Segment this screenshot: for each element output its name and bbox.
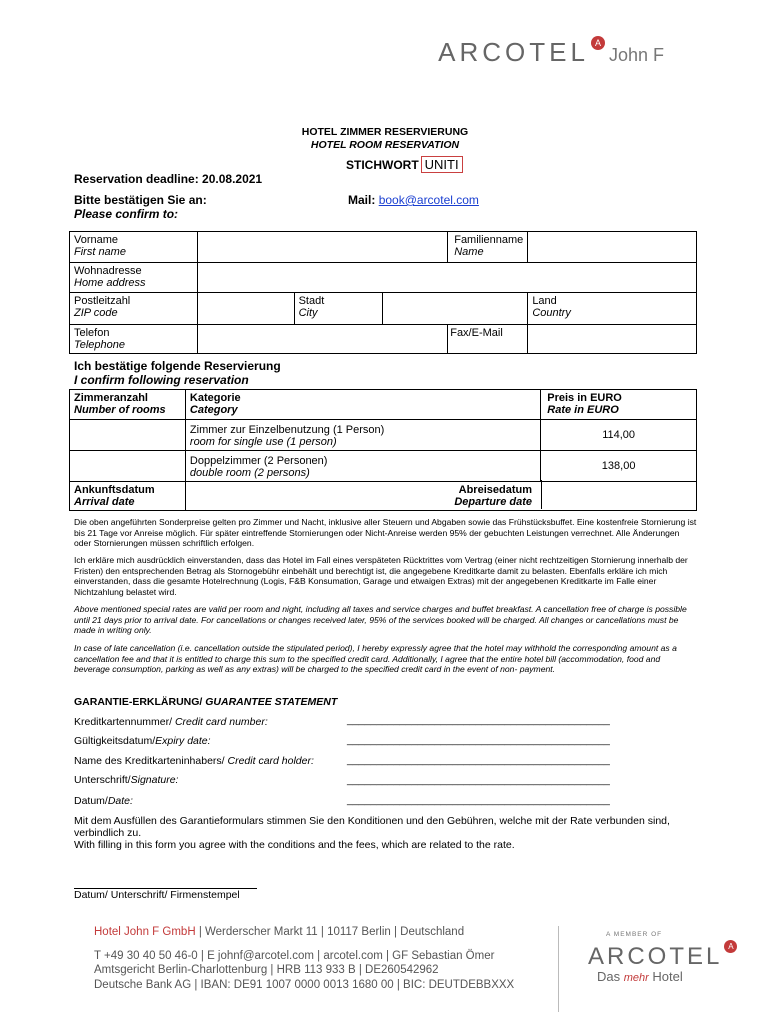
phone-label: Telefon Telephone	[70, 325, 198, 354]
hotel-logo	[438, 36, 664, 68]
footer-company: Hotel John F GmbH	[94, 926, 196, 938]
reservation-title-de: Ich bestätige folgende Reservierung	[74, 359, 281, 373]
phone-field[interactable]	[197, 325, 447, 354]
city-label: Stadt City	[294, 293, 383, 325]
departure-label-en: Departure date	[454, 496, 532, 508]
zip-label: Postleitzahl ZIP code	[70, 293, 198, 325]
firstname-label: Vorname First name	[70, 232, 198, 263]
address-label: Wohnadresse Home address	[70, 263, 198, 293]
rooms-single-field[interactable]	[70, 420, 186, 451]
closing-de: Mit dem Ausfüllen des Garantieformulars stimmen Sie den Konditionen und den Gebühren, welche mit der Rate verbunden sind, verbindlich zu.	[74, 815, 670, 839]
arcotel-footer-logo	[588, 940, 737, 971]
footer-brand: ARCOTEL	[588, 943, 723, 970]
footer-address: Hotel John F GmbH | Werderscher Markt 11 | 10117 Berlin | Deutschland	[94, 926, 465, 938]
keyword	[346, 156, 463, 173]
confirm-to-de: Bitte bestätigen Sie an:	[74, 193, 207, 207]
lastname-field[interactable]	[528, 232, 697, 263]
logo-brand: ARCOTEL	[438, 37, 589, 67]
category-double: Doppelzimmer (2 Personen) double room (2 persons)	[185, 451, 540, 482]
price-header: Preis in EURO Rate in EURO	[541, 390, 697, 420]
footer-logo-mark-icon: A	[724, 940, 737, 953]
form-title-en: HOTEL ROOM RESERVATION	[310, 139, 460, 151]
mail-line	[348, 193, 479, 207]
reservation-title-en: I confirm following reservation	[74, 373, 249, 387]
address-field[interactable]	[197, 263, 696, 293]
footer-register: Amtsgericht Berlin-Charlottenburg | HRB 113 933 B | DE260542962	[94, 964, 439, 976]
firstname-field[interactable]	[197, 232, 447, 263]
footer-contact: T +49 30 40 50 46-0 | E johnf@arcotel.com | arcotel.com | GF Sebastian Ömer	[94, 950, 495, 962]
mail-link[interactable]: book@arcotel.com	[378, 193, 479, 207]
keyword-value: UNITI	[421, 156, 463, 173]
signature-stamp-label: Datum/ Unterschrift/ Firmenstempel	[74, 889, 240, 901]
holder-label: Name des Kreditkarteninhabers/ Credit card holder:	[74, 755, 314, 767]
rooms-double-field[interactable]	[70, 451, 186, 482]
category-header: Kategorie Category	[185, 390, 540, 420]
footer-slogan: Das mehr Hotel	[597, 969, 683, 984]
cc-number-field[interactable]: _____________________________________________	[347, 714, 610, 726]
expiry-field[interactable]: _____________________________________________	[347, 734, 610, 746]
reservation-deadline: Reservation deadline: 20.08.2021	[74, 172, 263, 186]
guest-table	[69, 231, 697, 354]
rooms-header: Zimmeranzahl Number of rooms	[70, 390, 186, 420]
terms-en-1: Above mentioned special rates are valid per room and night, including all taxes and service charges and buffet breakfast. A cancellation free of charge is possible until 21 days prior to arrival date. For cancellations or changes received later, 95% of the services booked will be charged. All changes or cancellations must be made in writing only.	[74, 604, 687, 635]
arrival-label: Ankunftsdatum Arrival date	[70, 482, 186, 511]
footer-bank: Deutsche Bank AG | IBAN: DE91 1007 0000 0013 1680 00 | BIC: DEUTDEBBXXX	[94, 979, 515, 991]
guarantee-title: GARANTIE-ERKLÄRUNG/ GUARANTEE STATEMENT	[74, 696, 338, 708]
city-field[interactable]	[383, 293, 528, 325]
date-label: Datum/Date:	[74, 795, 133, 807]
price-single: 114,00	[541, 420, 697, 451]
departure-field[interactable]	[541, 480, 697, 509]
confirm-to-en: Please confirm to:	[74, 207, 179, 221]
terms-de-2: Ich erkläre mich ausdrücklich einverstanden, dass das Hotel im Fall eines verspäteten Rücktrittes vom Vertrag (einer nicht rechtzeitigen Stornierung innerhalb der Fristen) den entsprechenden Betrag als Stornogebühr einbehält und berechtigt ist, die angegebene Kreditkarte damit zu belasten. Ebenfalls erkläre ich mich einverstanden, dass die gesamte Hotelrechnung (Logis, F&B Konsumation, Garage und etwaigen Extras) mit der angegebenen Kreditkarte im Falle einer Nichtzahlung belastet wird.	[74, 555, 688, 597]
closing-en: With filling in this form you agree with the conditions and the fees, which are related to the rate.	[74, 839, 515, 851]
holder-field[interactable]: _____________________________________________	[347, 754, 610, 766]
signature-field[interactable]: _____________________________________________	[347, 774, 610, 786]
keyword-label: STICHWORT	[346, 158, 419, 172]
signature-label: Unterschrift/Signature:	[74, 774, 179, 786]
price-double: 138,00	[541, 451, 697, 482]
expiry-label: Gültigkeitsdatum/Expiry date:	[74, 735, 211, 747]
country-label: Land Country	[528, 293, 697, 325]
fax-label: Fax/E-Mail	[448, 325, 528, 354]
logo-mark-icon: A	[591, 36, 605, 50]
fax-field[interactable]	[528, 325, 697, 354]
lastname-label: Familienname Name	[448, 232, 528, 263]
cc-number-label: Kreditkartennummer/ Credit card number:	[74, 716, 268, 728]
form-title-de: HOTEL ZIMMER RESERVIERUNG	[301, 126, 469, 138]
category-single: Zimmer zur Einzelbenutzung (1 Person) room for single use (1 person)	[185, 420, 540, 451]
terms-de-1: Die oben angeführten Sonderpreise gelten pro Zimmer und Nacht, inklusive aller Steuern und Abgaben sowie das Frühstücksbuffet. Eine kostenfreie Stornierung ist bis 21 Tage vor Anreise möglich. Für später eintreffende Stornierungen oder Nicht-Anreise werden 95% der gebuchten Leistungen verrechnet. Alle Änderungen oder Stornierungen müssen schriftlich erfolgen.	[74, 517, 697, 548]
member-of-label: A MEMBER OF	[606, 931, 663, 938]
mail-label: Mail:	[348, 193, 376, 207]
terms-en-2: In case of late cancellation (i.e. cancellation outside the stipulated period), I hereby expressly agree that the hotel may withhold the corresponding amount as a cancellation fee and that it is entitled to charge this sum to the specified credit card. Additionally, I agree that the entire hotel bill (accommodation, food and beverage consumption, parking as well as any extras) will be charged to the specified credit card in the event of non- payment.	[74, 643, 677, 674]
footer-divider	[558, 926, 559, 1012]
date-field[interactable]: _____________________________________________	[347, 794, 610, 806]
zip-field[interactable]	[197, 293, 294, 325]
logo-sub: John F	[608, 45, 664, 65]
departure-label-de: Abreisedatum	[458, 484, 532, 496]
